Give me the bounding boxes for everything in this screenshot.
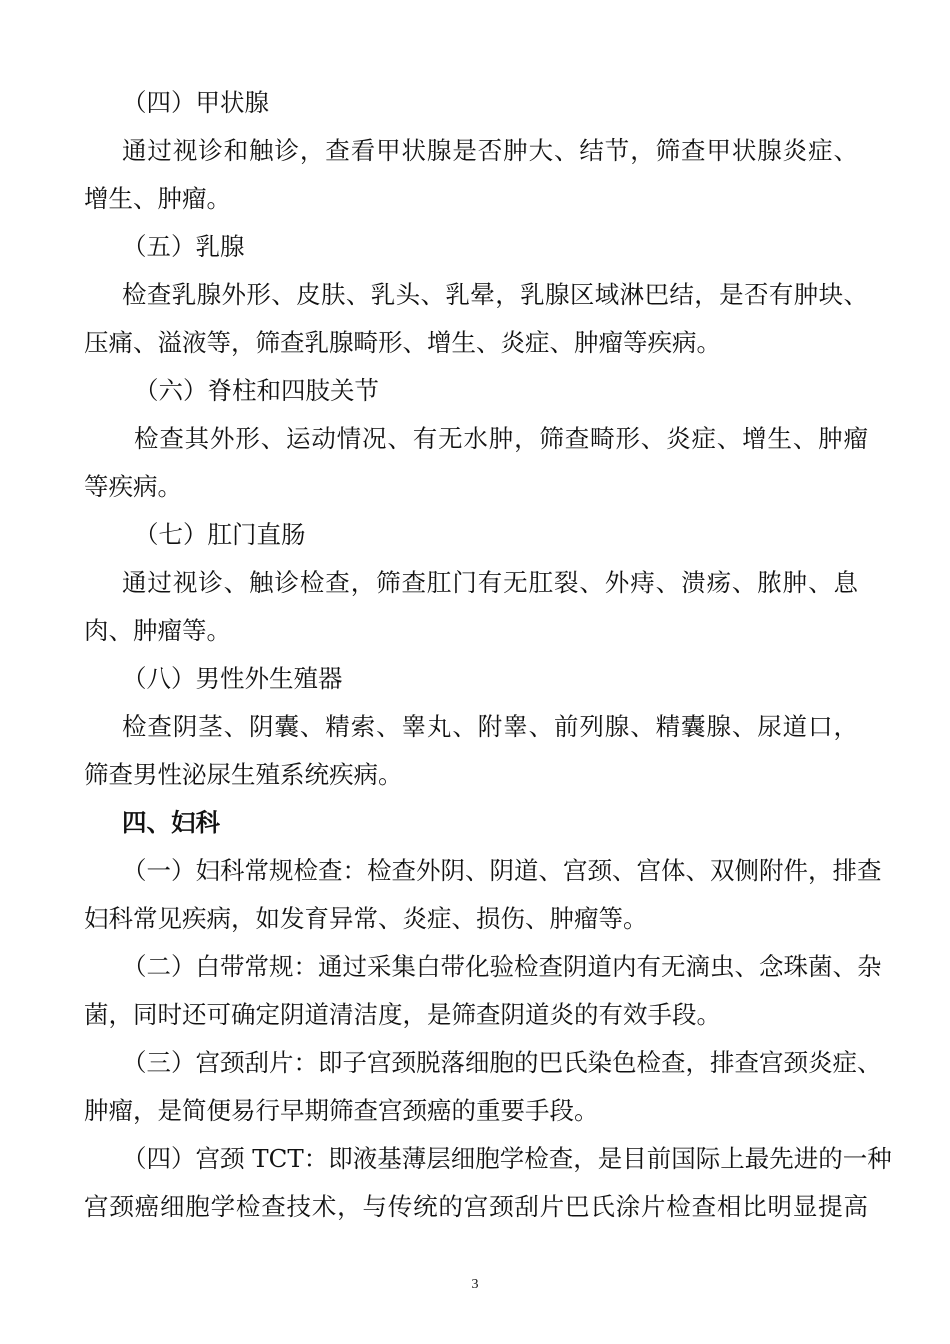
paragraph-line: 通过视诊、触诊检查，筛查肛门有无肛裂、外痔、溃疡、脓肿、息 <box>122 568 858 597</box>
subheading-spine-joints: （六）脊柱和四肢关节 <box>134 376 379 405</box>
paragraph-line: 压痛、溢液等，筛查乳腺畸形、增生、炎症、肿瘤等疾病。 <box>84 328 721 357</box>
paragraph-line: 检查阴茎、阴囊、精索、睾丸、附睾、前列腺、精囊腺、尿道口， <box>122 712 858 741</box>
paragraph-line: 检查其外形、运动情况、有无水肿，筛查畸形、炎症、增生、肿瘤 <box>134 424 868 453</box>
subheading-thyroid: （四）甲状腺 <box>122 88 269 117</box>
paragraph-line: 菌，同时还可确定阴道清洁度，是筛查阴道炎的有效手段。 <box>84 1000 721 1029</box>
page-number: 3 <box>471 1277 479 1292</box>
paragraph-line: 等疾病。 <box>84 472 182 501</box>
subheading-male-genitals: （八）男性外生殖器 <box>122 664 343 693</box>
paragraph-line: （一）妇科常规检查：检查外阴、阴道、宫颈、宫体、双侧附件，排查 <box>122 856 882 885</box>
paragraph-line: 妇科常见疾病，如发育异常、炎症、损伤、肿瘤等。 <box>84 904 648 933</box>
paragraph-line: 肉、肿瘤等。 <box>84 616 231 645</box>
section-heading-gynecology: 四、妇科 <box>122 808 220 837</box>
paragraph-line: 肿瘤，是简便易行早期筛查宫颈癌的重要手段。 <box>84 1096 599 1125</box>
paragraph-line: 增生、肿瘤。 <box>84 184 231 213</box>
subheading-breast: （五）乳腺 <box>122 232 245 261</box>
paragraph-line: 通过视诊和触诊，查看甲状腺是否肿大、结节，筛查甲状腺炎症、 <box>122 136 858 165</box>
paragraph-line: （三）宫颈刮片：即子宫颈脱落细胞的巴氏染色检查，排查宫颈炎症、 <box>122 1048 882 1077</box>
paragraph-line: 筛查男性泌尿生殖系统疾病。 <box>84 760 403 789</box>
paragraph-line: （二）白带常规：通过采集白带化验检查阴道内有无滴虫、念珠菌、杂 <box>122 952 882 981</box>
subheading-anus-rectum: （七）肛门直肠 <box>134 520 306 549</box>
paragraph-line: 检查乳腺外形、皮肤、乳头、乳晕，乳腺区域淋巴结，是否有肿块、 <box>122 280 868 309</box>
paragraph-line: （四）宫颈 TCT：即液基薄层细胞学检查，是目前国际上最先进的一种 <box>122 1144 892 1173</box>
paragraph-line: 宫颈癌细胞学检查技术，与传统的宫颈刮片巴氏涂片检查相比明显提高 <box>84 1192 868 1221</box>
